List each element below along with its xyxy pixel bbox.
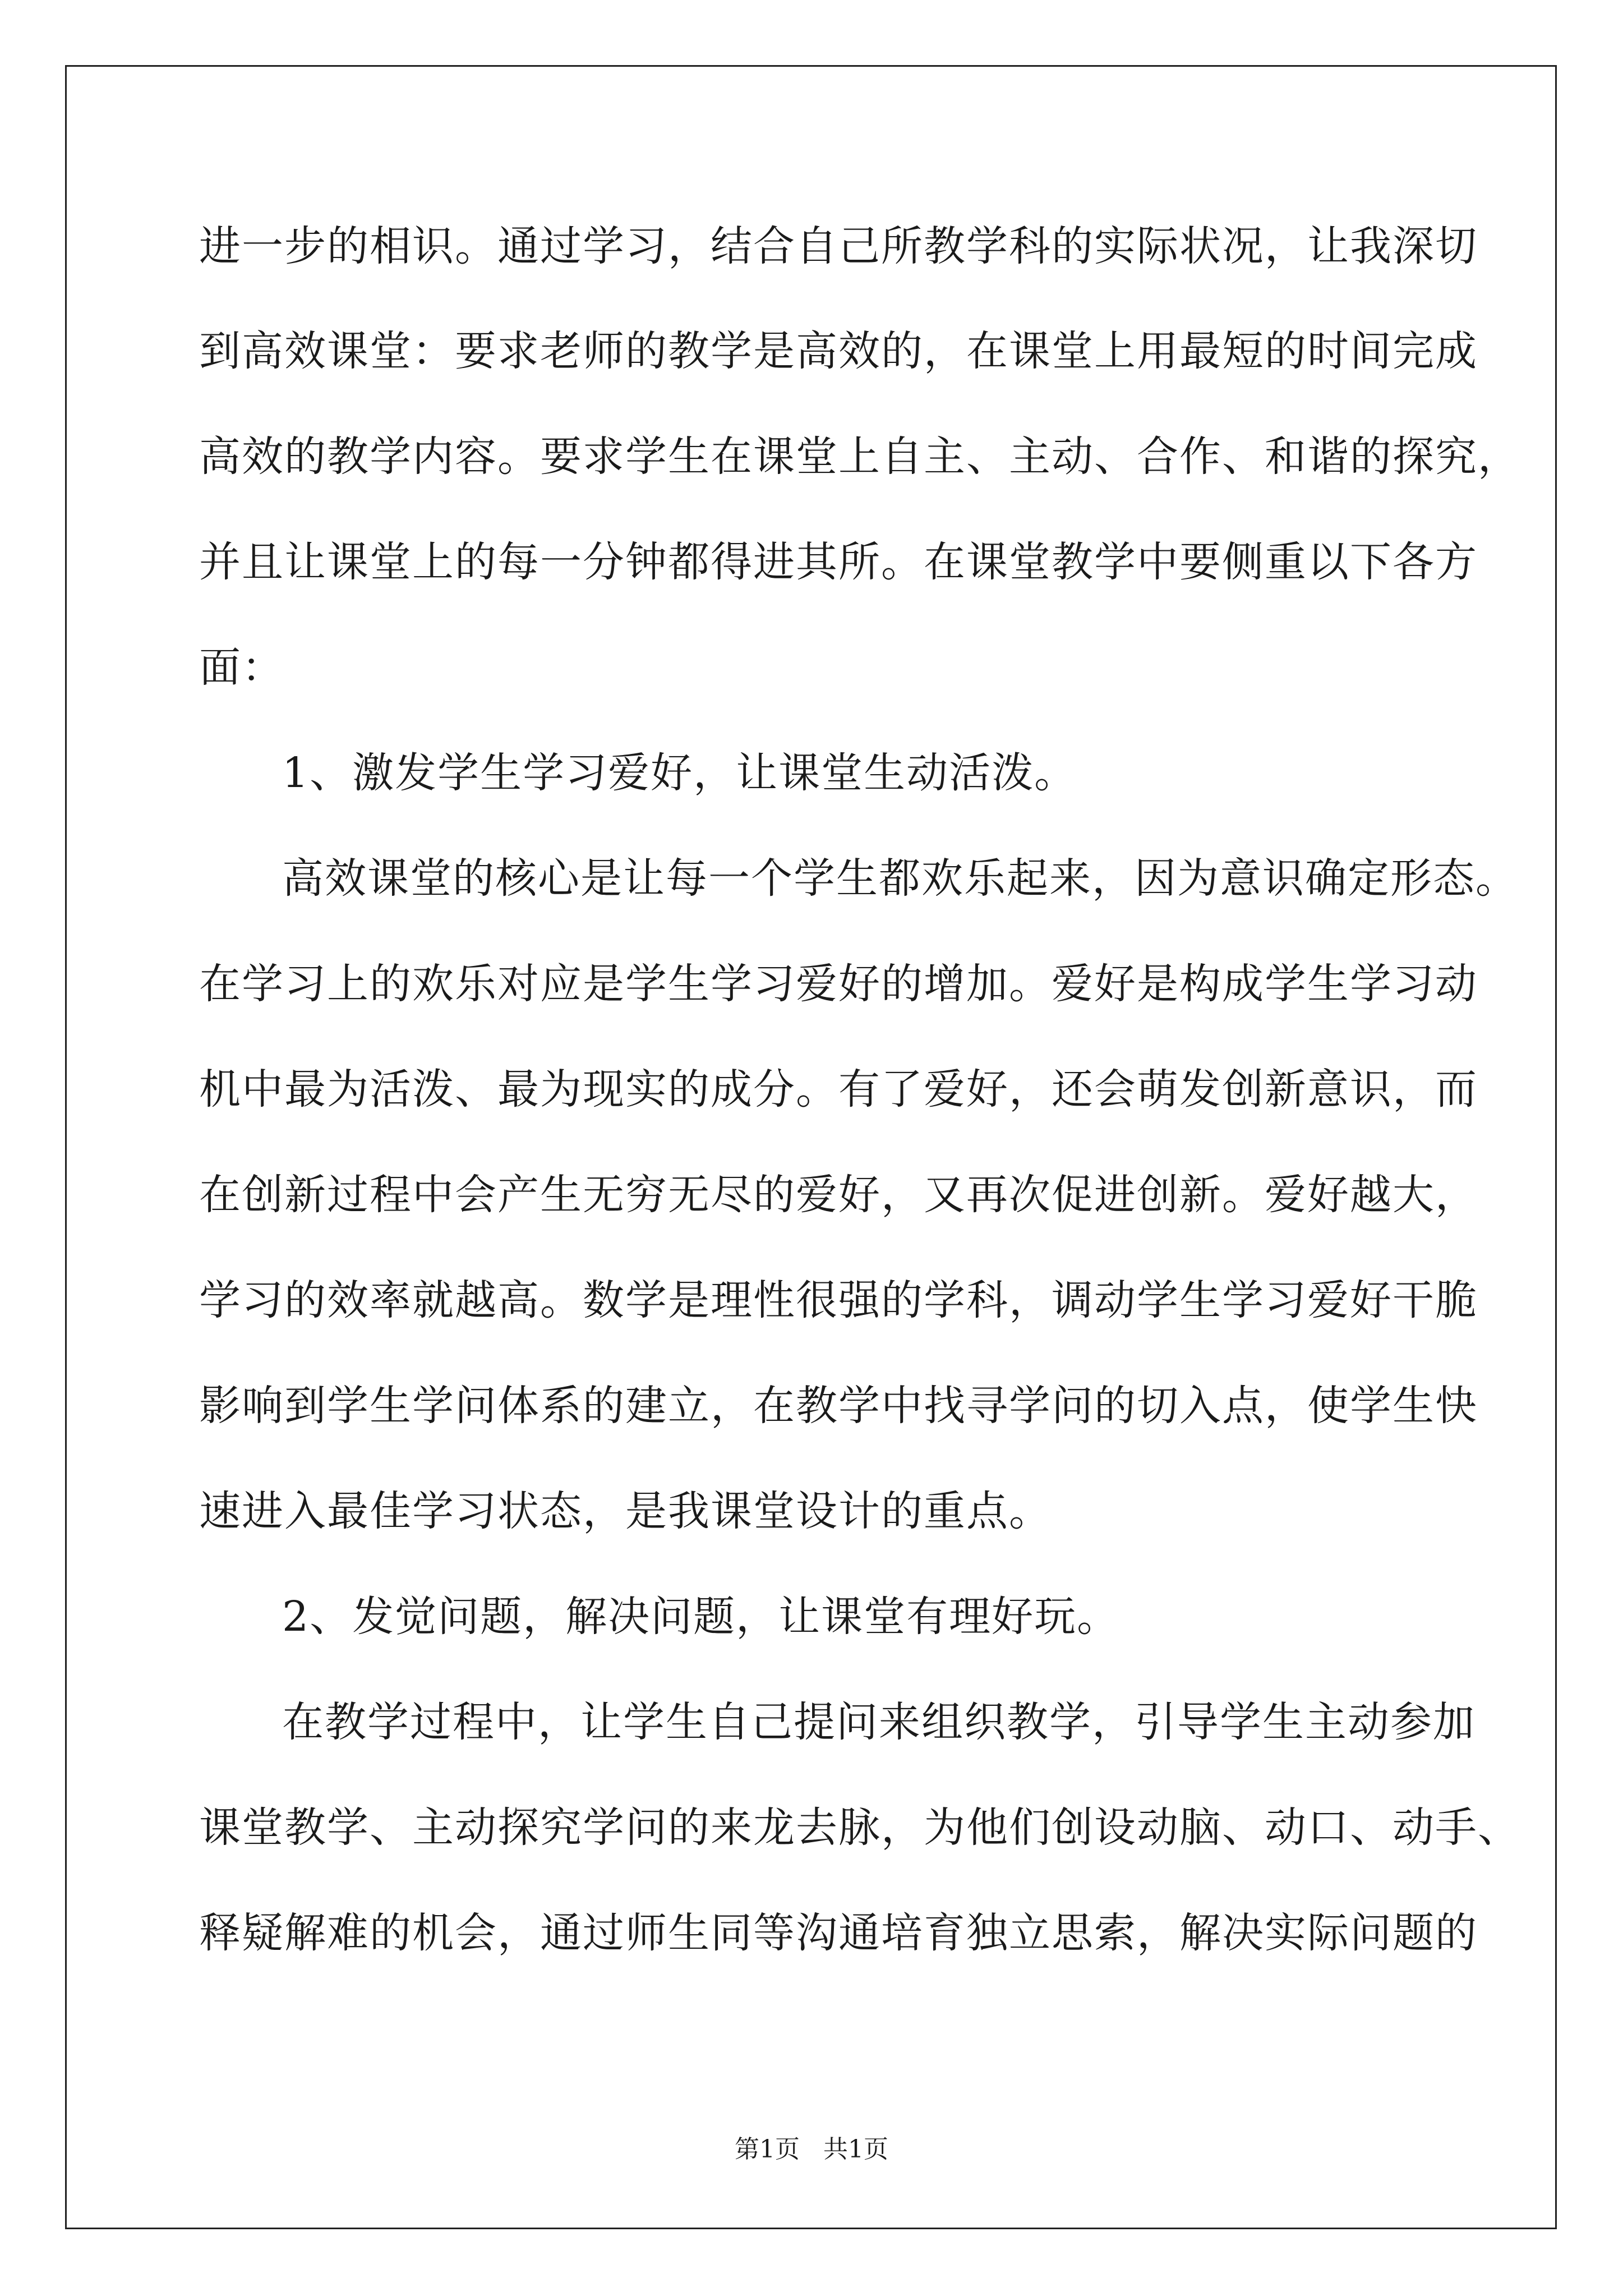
text-line: 进一步的相识。通过学习，结合自己所教学科的实际状况，让我深切 [199, 222, 1478, 270]
text-line: 在创新过程中会产生无穷无尽的爱好，又再次促进创新。爱好越大， [199, 1171, 1478, 1219]
text-line: 到高效课堂：要求老师的教学是高效的，在课堂上用最短的时间完成 [199, 327, 1478, 375]
text-line: 释疑解难的机会，通过师生同等沟通培育独立思索，解决实际问题的 [199, 1909, 1478, 1957]
section-heading: 2、发觉问题，解决问题，让课堂有理好玩。 [282, 1593, 1120, 1641]
text-line: 课堂教学、主动探究学问的来龙去脉，为他们创设动脑、动口、动手、 [199, 1803, 1520, 1852]
text-line: 影响到学生学问体系的建立，在教学中找寻学问的切入点，使学生快 [199, 1382, 1478, 1430]
text-line: 在教学过程中，让学生自己提问来组织教学，引导学生主动参加 [282, 1698, 1476, 1746]
text-line: 面： [199, 643, 284, 692]
section-heading: 1、激发学生学习爱好，让课堂生动活泼。 [282, 749, 1077, 797]
text-line: 学习的效率就越高。数学是理性很强的学科，调动学生学习爱好干脆 [199, 1276, 1478, 1324]
text-line: 在学习上的欢乐对应是学生学习爱好的增加。爱好是构成学生学习动 [199, 960, 1478, 1008]
text-line: 高效的教学内容。要求学生在课堂上自主、主动、合作、和谐的探究， [199, 432, 1520, 481]
text-line: 机中最为活泼、最为现实的成分。有了爱好，还会萌发创新意识，而 [199, 1065, 1478, 1114]
page-number: 第1页 共1页 [735, 2135, 888, 2164]
text-line: 速进入最佳学习状态，是我课堂设计的重点。 [199, 1487, 1052, 1535]
text-line: 并且让课堂上的每一分钟都得进其所。在课堂教学中要侧重以下各方 [199, 538, 1478, 586]
text-line: 高效课堂的核心是让每一个学生都欢乐起来，因为意识确定形态。 [282, 854, 1518, 903]
page-border [65, 65, 1557, 2229]
